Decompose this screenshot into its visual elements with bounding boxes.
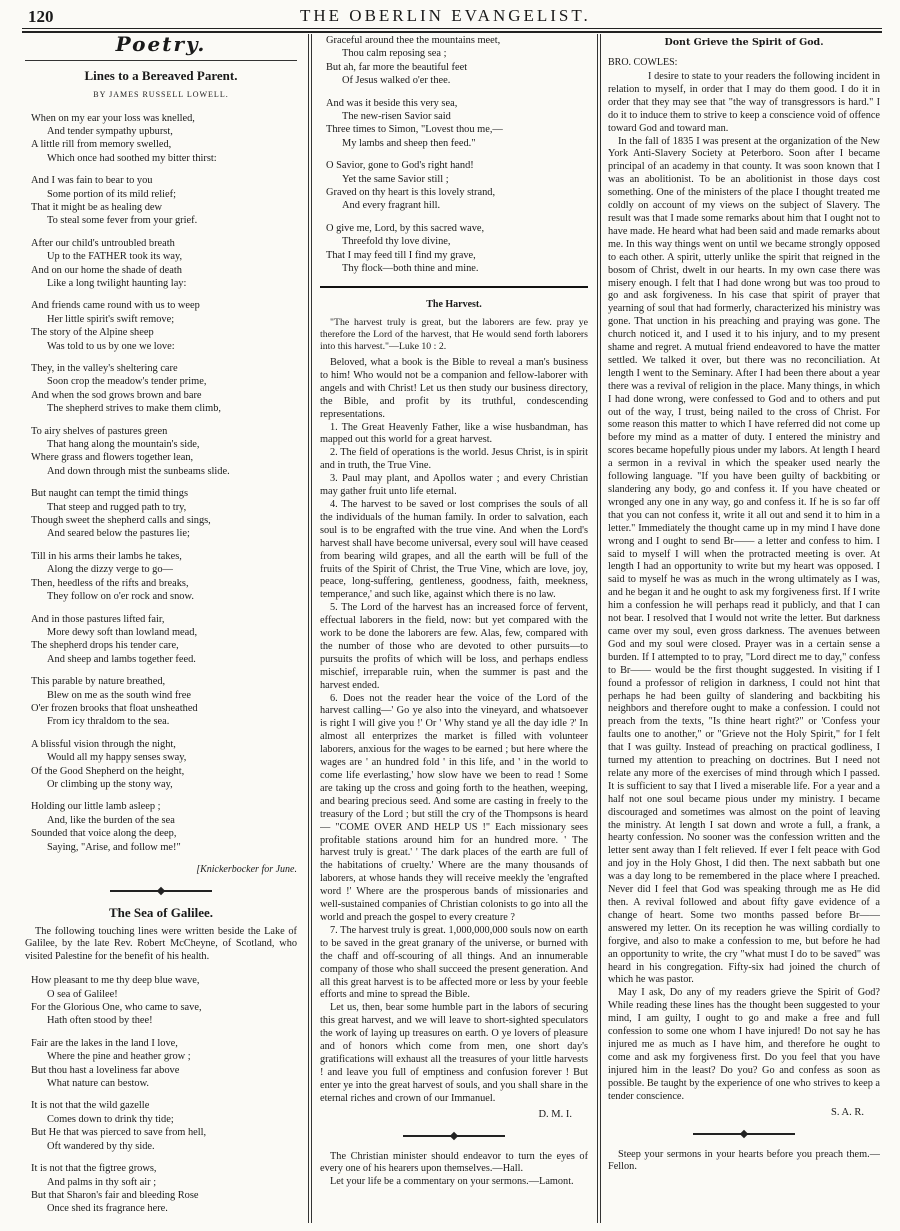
- paragraph: 2. The field of operations is the world. Jesus Christ, is in spirit and in truth, the True Vine.: [320, 447, 588, 472]
- verse-line: But thou hast a loveliness far above: [31, 1064, 180, 1076]
- paragraph: 3. Paul may plant, and Apollos water ; and every Christian may gather fruit unto life eternal.: [320, 473, 588, 498]
- signature: S. A. R.: [831, 1106, 864, 1118]
- poem-title: The Sea of Galilee.: [109, 905, 213, 920]
- verse-line: Graceful around thee the mountains meet,: [326, 35, 501, 46]
- paragraph: 6. Does not the reader hear the voice of the Lord of the harvest calling—' Go ye also into the vineyard, and whatsoever is right I will give you !' Or ' Why stand ye all the day idle ?' In almost all enterprizes the market is filled with volunteer laborers, anxious for the wages to be earned ; but here where the wages are ' an hundred fold ' in this life, and ' in the world to come life everlasting,' how slow have we been to read ! Some are taking up the cross and going forth to the heathen, weeping, and bearing precious seed. And some are casting in freely to the treasury of the Lord ; but still the cry of the Thompsons is heard — "COME OVER AND HELP US !" Each missionary sees profitable stations around him for an hundred more. ' The harvest truly is great.' ' The dark places of the earth are full of the habitations of cruelty.' Where are the many thousands of laborers, at whose hands they will receive meekly the 'engrafted word !' Where are the prosperous bands of missionaries and well-sustained companies of Christian colonists to go into all the world and preach the gospel to every creature ?: [320, 692, 588, 923]
- poem-body-continued: [320, 34, 588, 276]
- stanza: [326, 159, 588, 213]
- paragraph: I desire to state to your readers the following incident in relation to myself, in order that I may do them good. I do it in order that they may see that "the way of transgressors is hard." I do it to induce them to strive to keep a conscience void of offence toward God and toward man.: [608, 71, 880, 134]
- verse-line: Threefold thy love divine,: [342, 236, 451, 248]
- verse-line: My lambs and sheep then feed.": [342, 137, 476, 149]
- verse-line: The shepherd strives to make them climb,: [47, 403, 221, 415]
- verse-line: O Savior, gone to God's right hand!: [326, 160, 474, 172]
- stanza: [326, 97, 588, 151]
- verse-line: How pleasant to me thy deep blue wave,: [31, 975, 200, 987]
- verse-line: But ah, far more the beautiful feet: [326, 61, 468, 73]
- verse-line: And palms in thy soft air ;: [47, 1176, 157, 1188]
- paragraph: 1. The Great Heavenly Father, like a wise husbandman, has mapped out this world for a great harvest.: [320, 421, 588, 446]
- poem-intro: The following touching lines were written beside the Lake of Galilee, by the late Rev. Robert McCheyne, of Scotland, who visited Palestine for the benefit of his health.: [25, 925, 297, 963]
- verse-line: But naught can tempt the timid things: [31, 488, 188, 500]
- verse-line: They, in the valley's sheltering care: [31, 363, 178, 374]
- verse-line: They follow on o'er rock and snow.: [47, 591, 194, 603]
- verse-line: Which once had soothed my bitter thirst:: [47, 152, 217, 164]
- stanza: [326, 222, 588, 276]
- verse-line: To airy shelves of pastures green: [31, 425, 168, 437]
- ornament-divider: [25, 885, 297, 899]
- stanza: [31, 237, 297, 291]
- verse-line: Her little spirit's swift remove;: [47, 313, 175, 325]
- column-left: [25, 34, 297, 1221]
- verse-line: That it might be as healing dew: [31, 201, 163, 213]
- verse-line: Holding our little lamb asleep ;: [31, 801, 161, 813]
- verse-line: Would all my happy senses sway,: [47, 752, 187, 764]
- poem-body: [25, 112, 297, 855]
- verse-line: But He that was pierced to save from hell,: [31, 1127, 207, 1139]
- verse-line: O'er frozen brooks that float unsheathed: [31, 702, 198, 714]
- verse-line: This parable by nature breathed,: [31, 676, 166, 688]
- quote: Steep your sermons in your hearts before you preach them.—Fellon.: [608, 1148, 880, 1173]
- verse-line: The shepherd drops his tender care,: [31, 640, 179, 652]
- verse-line: For the Glorious One, who came to save,: [31, 1002, 202, 1014]
- epigraph: "The harvest truly is great, but the laborers are few. pray ye therefore the Lord of the harvest, that He would send forth laborers into this harvest."—Luke 10 : 2.: [320, 317, 588, 352]
- verse-line: Graved on thy heart is this lovely strand,: [326, 187, 496, 199]
- article-body: [608, 71, 880, 1104]
- stanza: [31, 362, 297, 416]
- stanza: [31, 550, 297, 604]
- verse-line: Comes down to drink thy tide;: [47, 1113, 174, 1125]
- ornament-divider: [608, 1127, 880, 1141]
- verse-line: Of Jesus walked o'er thee.: [342, 75, 451, 87]
- verse-line: And down through mist the sunbeams slide.: [47, 465, 230, 477]
- column-divider: [597, 34, 598, 1223]
- verse-line: Yet the same Savior still ;: [342, 173, 449, 185]
- stanza: [31, 425, 297, 479]
- paragraph: 5. The Lord of the harvest has an increased force of fervent, effectual laborers in the field, now: but yet compared with the work to be done the laborers are few. Alas, few, compared with the number of those who are devoted to other pursuits—to pursuits the profits of which will be loss, and perhaps endless mischief, irreparable ruin, when the summer is past and the harvest ended.: [320, 602, 588, 691]
- divider: [320, 286, 588, 288]
- stanza: [31, 1099, 297, 1153]
- verse-line: From icy thraldom to the sea.: [47, 716, 170, 728]
- paragraph: 4. The harvest to be saved or lost comprises the souls of all the individuals of the human family. In order to salvation, each soul is to be engrafted with the true vine. And when the Lord's harvest shall have become universal, every soul will have ceased from bearing wild grapes, and all the earth will be full of the fruits of the Spirit of Christ, the True Vine, which are love, joy, peace, long-suffering, gentleness, goodness, faith, meekness, temperance,' and such like, against which there is no law.: [320, 498, 588, 601]
- quote: The Christian minister should endeavor to turn the eyes of every one of his hearers upon themselves.—Hall.: [320, 1150, 588, 1175]
- stanza: [31, 738, 297, 792]
- ornament-divider: [320, 1129, 588, 1143]
- verse-line: A blissful vision through the night,: [31, 738, 176, 750]
- verse-line: Three times to Simon, "Lovest thou me,—: [326, 124, 503, 136]
- verse-line: The new-risen Savior said: [342, 111, 451, 123]
- stanza: [31, 299, 297, 353]
- verse-line: O sea of Galilee!: [47, 988, 118, 1000]
- verse-line: Of the Good Shepherd on the height,: [31, 765, 185, 777]
- stanza: [31, 974, 297, 1028]
- verse-line: Or climbing up the stony way,: [47, 778, 173, 790]
- verse-line: A little rill from memory swelled,: [31, 139, 172, 151]
- column-divider: [311, 34, 312, 1223]
- verse-line: And seared below the pastures lie;: [47, 528, 190, 540]
- divider: [25, 60, 297, 61]
- paragraph: Beloved, what a book is the Bible to reveal a man's business to him! Who would not be a companion and fellow-laborer with angels and with Christ! Let us then study our business directory, the Bible, and profit by its truthful, condescending representations.: [320, 357, 588, 420]
- verse-line: And on our home the shade of death: [31, 264, 182, 276]
- section-heading: Poetry.: [115, 34, 207, 56]
- paragraph: Let us, then, bear some humble part in the labors of securing this great harvest, and we will leave to short-sighted speculators the work of laying up treasures on earth. O ye lovers of pleasure and of honors which come from men, one short day's gratifications will exhaust all the treasures of your little harvests ! and leave you full of emptiness and confusion forever ! But enter ye into the great harvest of souls, and you shall share in the eternal riches and crown of our Immanuel.: [320, 1002, 588, 1104]
- verse-line: O give me, Lord, by this sacred wave,: [326, 222, 485, 234]
- verse-line: When on my ear your loss was knelled,: [31, 112, 195, 124]
- verse-line: Some portion of its mild relief;: [47, 188, 177, 200]
- verse-line: Where the pine and heather grow ;: [47, 1051, 191, 1063]
- column-divider: [308, 34, 309, 1223]
- verse-line: Thy flock—both thine and mine.: [342, 263, 479, 275]
- verse-line: Along the dizzy verge to go—: [47, 564, 173, 576]
- page-number: 120: [28, 7, 54, 26]
- verse-line: It is not that the wild gazelle: [31, 1100, 150, 1112]
- verse-line: Blew on me as the south wind free: [47, 689, 191, 701]
- column-middle: [320, 34, 588, 1221]
- verse-line: Then, heedless of the rifts and breaks,: [31, 577, 189, 589]
- poem-body: [25, 974, 297, 1216]
- verse-line: To steal some fever from your grief.: [47, 215, 198, 227]
- verse-line: Like a long twilight haunting lay:: [47, 277, 187, 289]
- poem-attribution: [Knickerbocker for June.: [196, 864, 297, 875]
- verse-line: It is not that the figtree grows,: [31, 1163, 157, 1175]
- verse-line: Thou calm reposing sea ;: [342, 48, 447, 60]
- verse-line: And was it beside this very sea,: [326, 97, 458, 109]
- verse-line: More dewy soft than lowland mead,: [47, 626, 198, 638]
- poem-author: BY JAMES RUSSELL LOWELL.: [93, 90, 229, 99]
- verse-line: And friends came round with us to weep: [31, 300, 200, 312]
- stanza: [31, 1037, 297, 1091]
- stanza: [31, 487, 297, 541]
- stanza: [31, 675, 297, 729]
- article-title: The Harvest.: [426, 298, 482, 310]
- article-body: [320, 357, 588, 1106]
- verse-line: And every fragrant hill.: [342, 200, 441, 212]
- verse-line: Was told to us by one we love:: [47, 340, 175, 352]
- page-header: [0, 0, 900, 30]
- stanza: [31, 613, 297, 667]
- verse-line: And, like the burden of the sea: [47, 814, 175, 826]
- verse-line: Where grass and flowers together lean,: [31, 452, 194, 464]
- header-rule-thick: [22, 31, 882, 33]
- verse-line: Though sweet the shepherd calls and sings,: [31, 515, 211, 527]
- stanza: [326, 34, 588, 88]
- newspaper-title: THE OBERLIN EVANGELIST.: [300, 6, 591, 25]
- salutation: BRO. COWLES:: [608, 56, 678, 68]
- quote: Let your life be a commentary on your sermons.—Lamont.: [330, 1176, 574, 1188]
- verse-line: After our child's untroubled breath: [31, 237, 175, 249]
- verse-line: And I was fain to bear to you: [31, 175, 153, 187]
- verse-line: Oft wandered by thy side.: [47, 1140, 155, 1152]
- verse-line: And sheep and lambs together feed.: [47, 653, 196, 665]
- header-rule: [22, 28, 882, 29]
- paragraph: 7. The harvest truly is great. 1,000,000,000 souls now on earth to be saved in the great granary of the universe, or burned with the chaff and off-scouring of all things. And an innumerable company of those who shall succeed the present generation. And all this great harvest is to be affected more or less by your feeble efforts and mine to spread the Bible.: [320, 924, 588, 1001]
- poem-title: Lines to a Bereaved Parent.: [84, 67, 238, 83]
- paragraph: In the fall of 1835 I was present at the organization of the New York Anti-Slavery Society at Peterboro. Soon after I became principal of an academy in that county. It was soon known that I was an abolitionist. To be an abolitionist in those days cost something. One of the ministers of the place I thought treated me coldly on account of my views on the subject of Slavery. The result was that I made some remarks about him that I ought not to have made. He heard what had been said and made remarks about me. In this way things went on until we became strongly opposed to each other. A spirit, utterly unlike the spirit that reigned in the bosom of Christ, dwelt in our hearts. In my own case there was misery enough. I felt that I had done wrong but was too proud to go and ask forgiveness. In his case that spirit of prayer that yearning of soul that had formerly, characterized his ministry was gone. That unction in his preaching and praying was gone. The church noticed it, and I used it to his injury, and to my present shame and regret. A mutual friend endeavored to have the matter settled. We talked it over, but there was no reconciliation. At length I went to the Seminary. After I had been there about a year there was a revival of religion in the place. Many things, in which I had done wrong, were confessed to God and to others and put out of the way, I trust, being nailed to the cross of Christ. For some reason this matter to which I have referred did not come up before my mind as a matter of duty. I entered the ministry and scores became hopefully pious under my labors. At length I heard a sermon in a revival in which the speaker used nearly the following language. "If you have been guilty of backbiting or slandering any body, go and confess it. If you have cheated or wronged any one in any way, go and confess it. If he is so far off that you can not confess it, write it all out and send it to him in a letter." Immediately the thought came up in my mind I have done wrong and I ought to send Br—— a letter and confess to him. I said to myself I will when the protracted meeting is over. At length I had an opportunity to write but my heart was opposed. I said to myself he was as much in the wrong ultimately as I was, and he began it and he ought to ask my forgiveness first. If I write him a confession he will perhaps read it publicly, and that I can not bear. I resolved that I would not write the letter. But darkness came over my soul, even gross darkness. The avenues between God and my soul were closed. Prayer was in a certain sense a burden. If I attempted to to pray, "Lord direct me to day," confess to Br—— would be the first thought suggested. In visiting if I found a professor of religion in darkness, I could not hint that perhaps he had been guilty of slandering and backbiting his neighbors and therefore ought to make a confession. I could not preach from the texts, "Is thine heart right?" or 'Confess your faults one to another," or "Grieve not the Holy Spirit," for I felt that I was guilty. Instead of preaching on practical godliness, I turned my attention to preaching on doctrines. But I need not relate any more of the exercises of mind through which I passed. It is sufficient to say that I lived a miserable life. For a year and a half not one soul became pious under my ministry. I became discouraged and sometimes was almost on the point of leaving the ministry. At length I sat down and wrote a full, a frank, a hearty confession. No sooner was the confession written and the letter sent away than I felt relieved. If ever I felt peace with God and joy in the Holy Ghost, I did then. The next sabbath but one was a day long to be remembered in the place where I preached. Never did I feel that God was speaking through me as He did then. A revival followed and about fifty gave evidence of a change of heart. Some two months passed before Br—— answered my letter. On its reception he was willing cordially to forgive, and also to make a confession to me, but before he had an opportunity to write, the cry "what must I do to be saved" was heard in his congregation. Fifty-six had joined the church of which he was pastor.: [608, 135, 880, 986]
- stanza: [31, 112, 297, 166]
- verse-line: Once shed its fragrance here.: [47, 1203, 168, 1215]
- verse-line: The story of the Alpine sheep: [31, 327, 154, 339]
- verse-line: But that Sharon's fair and bleeding Rose: [31, 1189, 199, 1201]
- column-right: [608, 34, 880, 1221]
- verse-line: Soon crop the meadow's tender prime,: [47, 376, 207, 388]
- verse-line: Till in his arms their lambs he takes,: [31, 550, 182, 562]
- signature: D. M. I.: [538, 1108, 572, 1120]
- paragraph: May I ask, Do any of my readers grieve the Spirit of God? While reading these lines has the thought been suggested to your mind, I am guilty, I ought to go and make a free and full confession to some one whom I have injured! Do not say he has injured me as much as I have him, and therefore he ought to come and ask my forgiveness first. Do you feel that you have injured him in the least? Do you? Go and confess as soon as possible. Be taught by the experience of one who strives to keep a tender conscience.: [608, 987, 880, 1102]
- verse-line: What nature can bestow.: [47, 1078, 150, 1090]
- verse-line: That hang along the mountain's side,: [47, 439, 200, 451]
- verse-line: And in those pastures lifted fair,: [31, 613, 165, 625]
- verse-line: Saying, "Arise, and follow me!": [47, 841, 181, 853]
- verse-line: That I may feed till I find my grave,: [326, 249, 476, 261]
- verse-line: And when the sod grows brown and bare: [31, 389, 202, 401]
- verse-line: And tender sympathy upburst,: [47, 125, 173, 137]
- verse-line: Hath often stood by thee!: [47, 1015, 153, 1027]
- verse-line: That steep and rugged path to try,: [47, 501, 187, 513]
- verse-line: Fair are the lakes in the land I love,: [31, 1037, 178, 1049]
- verse-line: Up to the FATHER took its way,: [47, 251, 183, 263]
- column-divider: [600, 34, 601, 1223]
- stanza: [31, 1162, 297, 1216]
- stanza: [31, 174, 297, 228]
- verse-line: Sounded that voice along the deep,: [31, 828, 177, 840]
- article-title: Dont Grieve the Spirit of God.: [664, 37, 824, 48]
- stanza: [31, 800, 297, 854]
